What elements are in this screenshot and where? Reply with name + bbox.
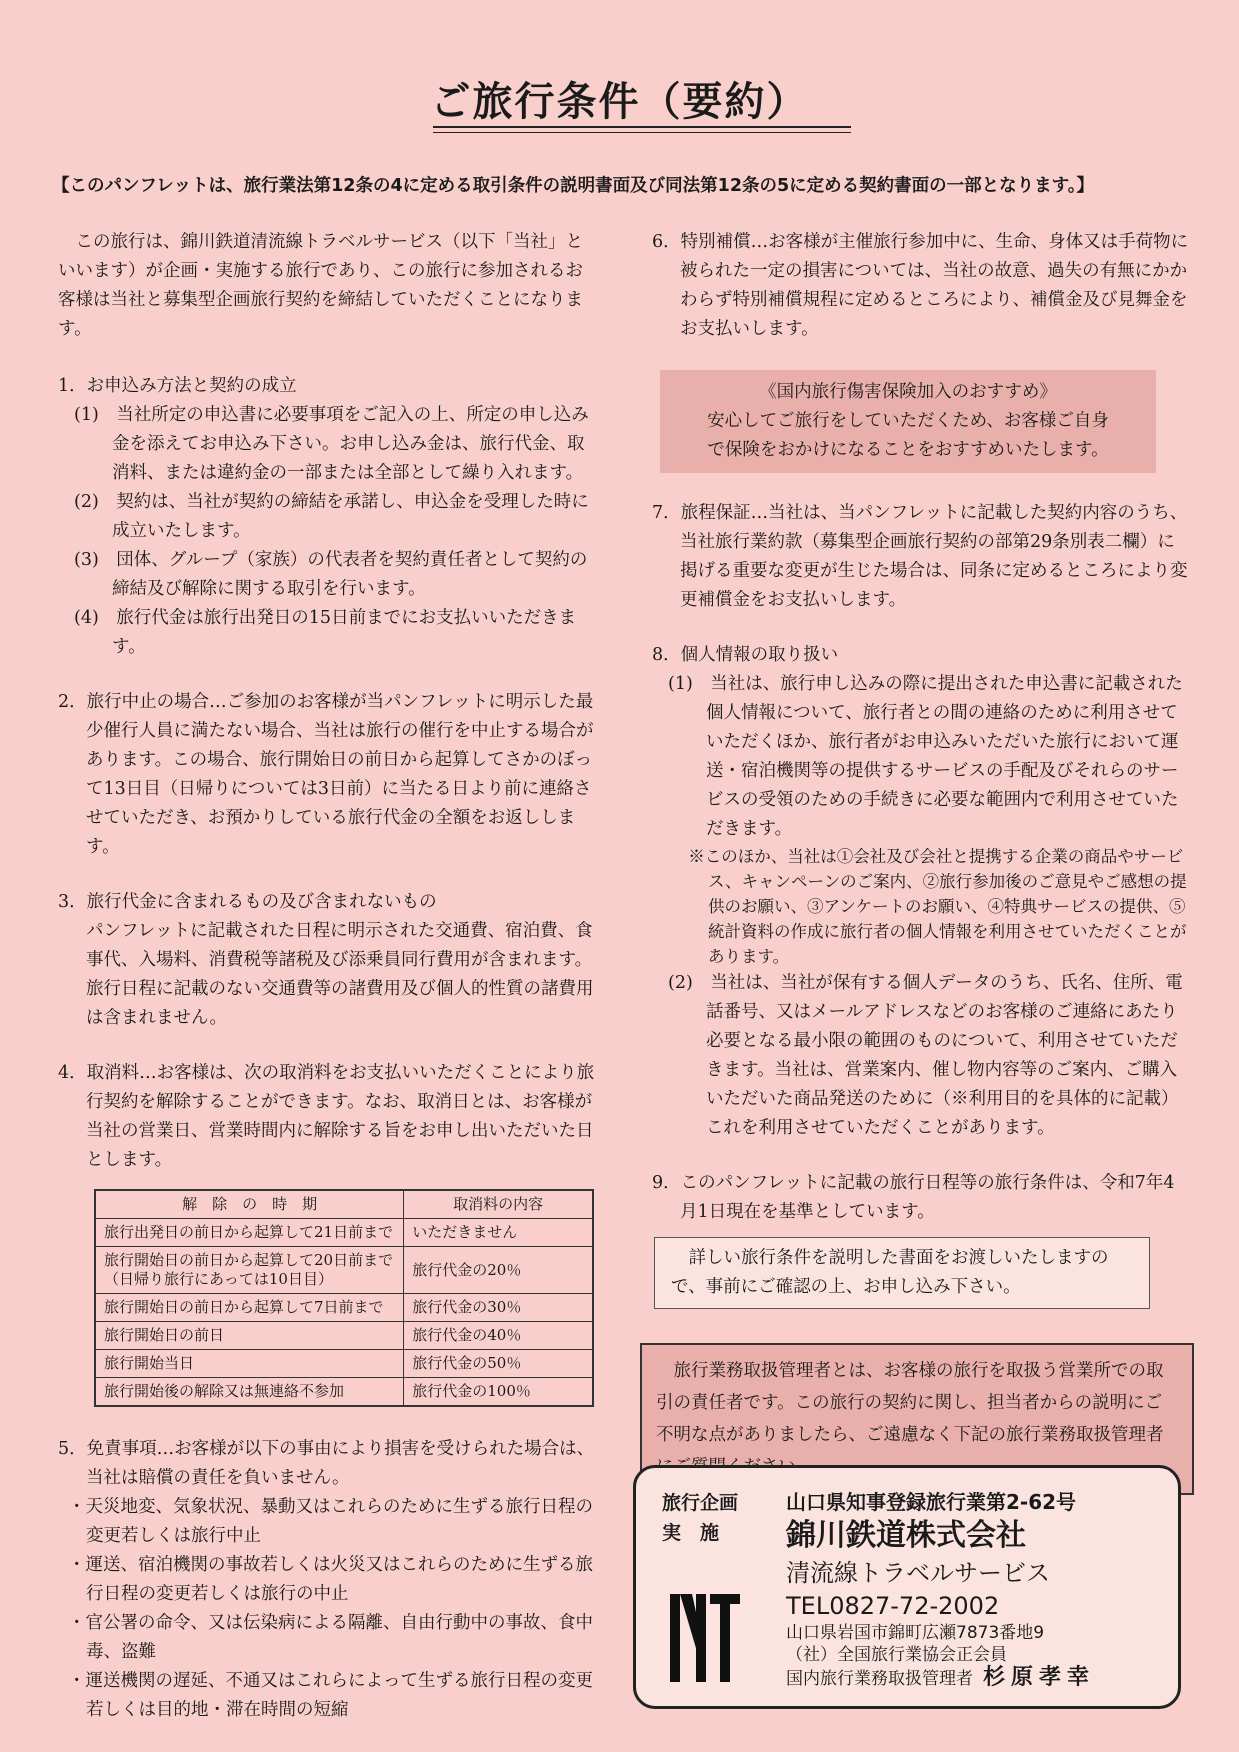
list-item: ・天災地変、気象状況、暴動又はこれらのために生ずる旅行日程の変更若しくは旅行中止 bbox=[68, 1497, 593, 1546]
list-item: ・運送機関の遅延、不通又はこれらによって生ずる旅行日程の変更若しくは目的地・滞在時間の短縮 bbox=[68, 1671, 593, 1720]
table-header-cell: 解 除 の 時 期 bbox=[95, 1190, 404, 1219]
section-text: 9．このパンフレットに記載の旅行日程等の旅行条件は、令和7年4月1日現在を基準としています。 bbox=[652, 1173, 1175, 1222]
table-row bbox=[95, 1294, 593, 1322]
cancel-fee-cell: いただきません bbox=[404, 1219, 593, 1247]
insurance-title: 《国内旅行傷害保険加入のおすすめ》 bbox=[759, 382, 1057, 402]
section-reference-date bbox=[652, 1169, 1192, 1227]
list-item: (1) 当社は、旅行申し込みの際に提出された申込書に記載された個人情報について、旅行者との間の連絡のために利用させていただくほか、旅行者がお申込みいただいた旅行において運送・宿泊機関等の提供するサービスの手配及びそれらのサービスの受領のための手続きに必要な範囲内で利用させていただきます。 bbox=[668, 674, 1183, 839]
section-special-compensation bbox=[652, 228, 1192, 344]
privacy-note: ※このほか、当社は①会社及び会社と提携する企業の商品やサービス、キャンペーンのご案内、②旅行参加後のご意見やご感想の提供のお願い、③アンケートのお願い、④特典サービスの提供、⑤統計資料の作成に旅行者の個人情報を利用させていただくことがあります。 bbox=[688, 847, 1187, 966]
section-text: 2．旅行中止の場合…ご参加のお客様が当パンフレットに明示した最少催行人員に満たない場合、当社は旅行の催行を中止する場合があります。この場合、旅行開始日の前日から起算してさかのぼって13日目（日帰りについては3日前）に当たる日より前に連絡させていただき、お預かりしている旅行代金の全額をお返しします。 bbox=[58, 692, 594, 857]
cancel-period-cell: 旅行開始後の解除又は無連絡不参加 bbox=[95, 1378, 404, 1407]
section-title: 5．免責事項…お客様が以下の事由により損害を受けられた場合は、当社は賠償の責任を負いません。 bbox=[58, 1439, 595, 1488]
cancel-period-cell: 旅行開始日の前日 bbox=[95, 1322, 404, 1350]
table-row bbox=[95, 1378, 593, 1407]
list-item: (2) 当社は、当社が保有する個人データのうち、氏名、住所、電話番号、又はメールアドレスなどのお客様のご連絡にあたり必要となる最小限の範囲のものについて、利用させていただきます。当社は、営業案内、催し物内容等のご案内、ご購入いただいた商品発送のために（※利用目的を具体的に記載）これを利用させていただくことがあります。 bbox=[668, 973, 1183, 1138]
title-underline bbox=[433, 126, 851, 128]
cancel-fee-cell: 旅行代金の50％ bbox=[404, 1350, 593, 1378]
cancel-fee-cell: 旅行代金の100％ bbox=[404, 1378, 593, 1407]
list-item: ・運送、宿泊機関の事故若しくは火災又はこれらのために生ずる旅行日程の変更若しくは旅行の中止 bbox=[68, 1555, 593, 1604]
manager-line: 国内旅行業務取扱管理者 杉原孝幸 bbox=[786, 1665, 1096, 1690]
company-details bbox=[786, 1488, 1095, 1691]
list-item: (3) 団体、グループ（家族）の代表者を契約責任者として契約の締結及び解除に関する取引を行います。 bbox=[74, 550, 588, 599]
company-role-label: 旅行企画 実 施 bbox=[662, 1492, 739, 1544]
company-logo bbox=[666, 1588, 742, 1688]
section-text: パンフレットに記載された日程に明示された交通費、宿泊費、食事代、入場料、消費税等諸税及び添乗員同行費用が含まれます。旅行日程に記載のない交通費等の諸費用及び個人的性質の諸費用は含まれません。 bbox=[86, 921, 594, 1028]
manager-notice-box: 旅行業務取扱管理者とは、お客様の旅行を取扱う営業所での取引の責任者です。この旅行の契約に関し、担当者からの説明にご不明な点がありましたら、ご遠慮なく下記の旅行業務取扱管理者 bbox=[640, 1343, 1194, 1495]
table-header-cell: 取消料の内容 bbox=[404, 1190, 593, 1219]
list-item: ・官公署の命令、又は伝染病による隔離、自由行動中の事故、食中毒、盗難 bbox=[68, 1613, 593, 1662]
table-header-row bbox=[95, 1190, 593, 1219]
section-personal-info bbox=[652, 641, 1192, 1143]
company-info-box bbox=[633, 1465, 1181, 1709]
detail-conditions-notice: 詳しい旅行条件を説明した書面をお渡しいたしますので、事前にご確認の上、お申し込み下さい。 bbox=[654, 1237, 1150, 1309]
section-application bbox=[58, 372, 598, 662]
cancel-period-cell: 旅行開始日の前日から起算して20日前まで （日帰り旅行にあっては10日目） bbox=[95, 1247, 404, 1294]
list-item: (4) 旅行代金は旅行出発日の15日前までにお支払いいただきます。 bbox=[74, 608, 577, 657]
section-text: 4．取消料…お客様は、次の取消料をお支払いいただくことにより旅行契約を解除することができます。なお、取消日とは、お客様が当社の営業日、営業時間内に解除する旨をお申し出いただいた日とします。 bbox=[58, 1063, 595, 1170]
cancel-period-cell: 旅行開始日の前日から起算して7日前まで bbox=[95, 1294, 404, 1322]
service-name: 清流線トラベルサービス bbox=[786, 1559, 1050, 1587]
cancel-fee-cell: 旅行代金の20％ bbox=[404, 1247, 593, 1294]
section-itinerary-guarantee bbox=[652, 499, 1192, 615]
section-title: 1．お申込み方法と契約の成立 bbox=[58, 376, 297, 396]
section-price-inclusions bbox=[58, 888, 598, 1033]
cancel-period-cell: 旅行開始当日 bbox=[95, 1350, 404, 1378]
section-title: 8．個人情報の取り扱い bbox=[652, 645, 839, 665]
list-item: (2) 契約は、当社が契約の締結を承諾し、申込金を受理した時に成立いたします。 bbox=[74, 492, 589, 541]
section-exemption bbox=[58, 1435, 598, 1725]
page-title: ご旅行条件（要約） bbox=[430, 78, 809, 125]
company-name: 錦川鉄道株式会社 bbox=[786, 1518, 1026, 1553]
table-row bbox=[95, 1322, 593, 1350]
section-cancellation-by-company bbox=[58, 688, 598, 862]
legal-notice: 【このパンフレットは、旅行業法第12条の4に定める取引条件の説明書面及び同法第12条の5に定める契約書面の一部となります。】 bbox=[52, 176, 1095, 196]
phone-number: TEL0827-72-2002 bbox=[786, 1592, 1000, 1620]
left-column bbox=[58, 228, 598, 1751]
table-row bbox=[95, 1350, 593, 1378]
association-membership: （社）全国旅行業協会正会員 bbox=[786, 1645, 1007, 1665]
manager-name: 杉原孝幸 bbox=[983, 1665, 1096, 1690]
cancel-period-cell: 旅行出発日の前日から起算して21日前まで bbox=[95, 1219, 404, 1247]
registration-number: 山口県知事登録旅行業第2-62号 bbox=[786, 1490, 1077, 1514]
insurance-line: で保険をおかけになることをおすすめいたします。 bbox=[707, 440, 1109, 460]
table-row bbox=[95, 1219, 593, 1247]
section-cancellation-fee bbox=[58, 1059, 598, 1175]
insurance-line: 安心してご旅行をしていただくため、お客様ご自身 bbox=[707, 411, 1109, 431]
right-column bbox=[652, 228, 1192, 1521]
insurance-recommendation-box bbox=[660, 370, 1156, 473]
cancel-fee-cell: 旅行代金の30％ bbox=[404, 1294, 593, 1322]
cancel-fee-cell: 旅行代金の40％ bbox=[404, 1322, 593, 1350]
list-item: (1) 当社所定の申込書に必要事項をご記入の上、所定の申し込み金を添えてお申込み下さい。お申し込み金は、旅行代金、取消料、または違約金の一部または全部として繰り入れます。 bbox=[74, 405, 589, 483]
section-text: 7．旅程保証…当社は、当パンフレットに記載した契約内容のうち、当社旅行業約款（募集型企画旅行契約の部第29条別表二欄）に掲げる重要な変更が生じた場合は、同条に定めるところにより変更補償金をお支払いします。 bbox=[652, 503, 1188, 610]
section-text: 6．特別補償…お客様が主催旅行参加中に、生命、身体又は手荷物に被られた一定の損害については、当社の故意、過失の有無にかかわらず特別補償規程に定めるところにより、補償金及び見舞金をお支払いします。 bbox=[652, 232, 1189, 339]
cancellation-fee-table bbox=[94, 1189, 594, 1407]
intro-paragraph: この旅行は、錦川鉄道清流線トラベルサービス（以下「当社」といいます）が企画・実施する旅行であり、この旅行に参加されるお客様は当社と募集型企画旅行契約を締結していただくことになります。 bbox=[58, 232, 583, 339]
title-underline-thin bbox=[433, 132, 851, 133]
section-title: 3．旅行代金に含まれるもの及び含まれないもの bbox=[58, 892, 437, 912]
company-address: 山口県岩国市錦町広瀬7873番地9 bbox=[786, 1623, 1045, 1643]
table-row bbox=[95, 1247, 593, 1294]
